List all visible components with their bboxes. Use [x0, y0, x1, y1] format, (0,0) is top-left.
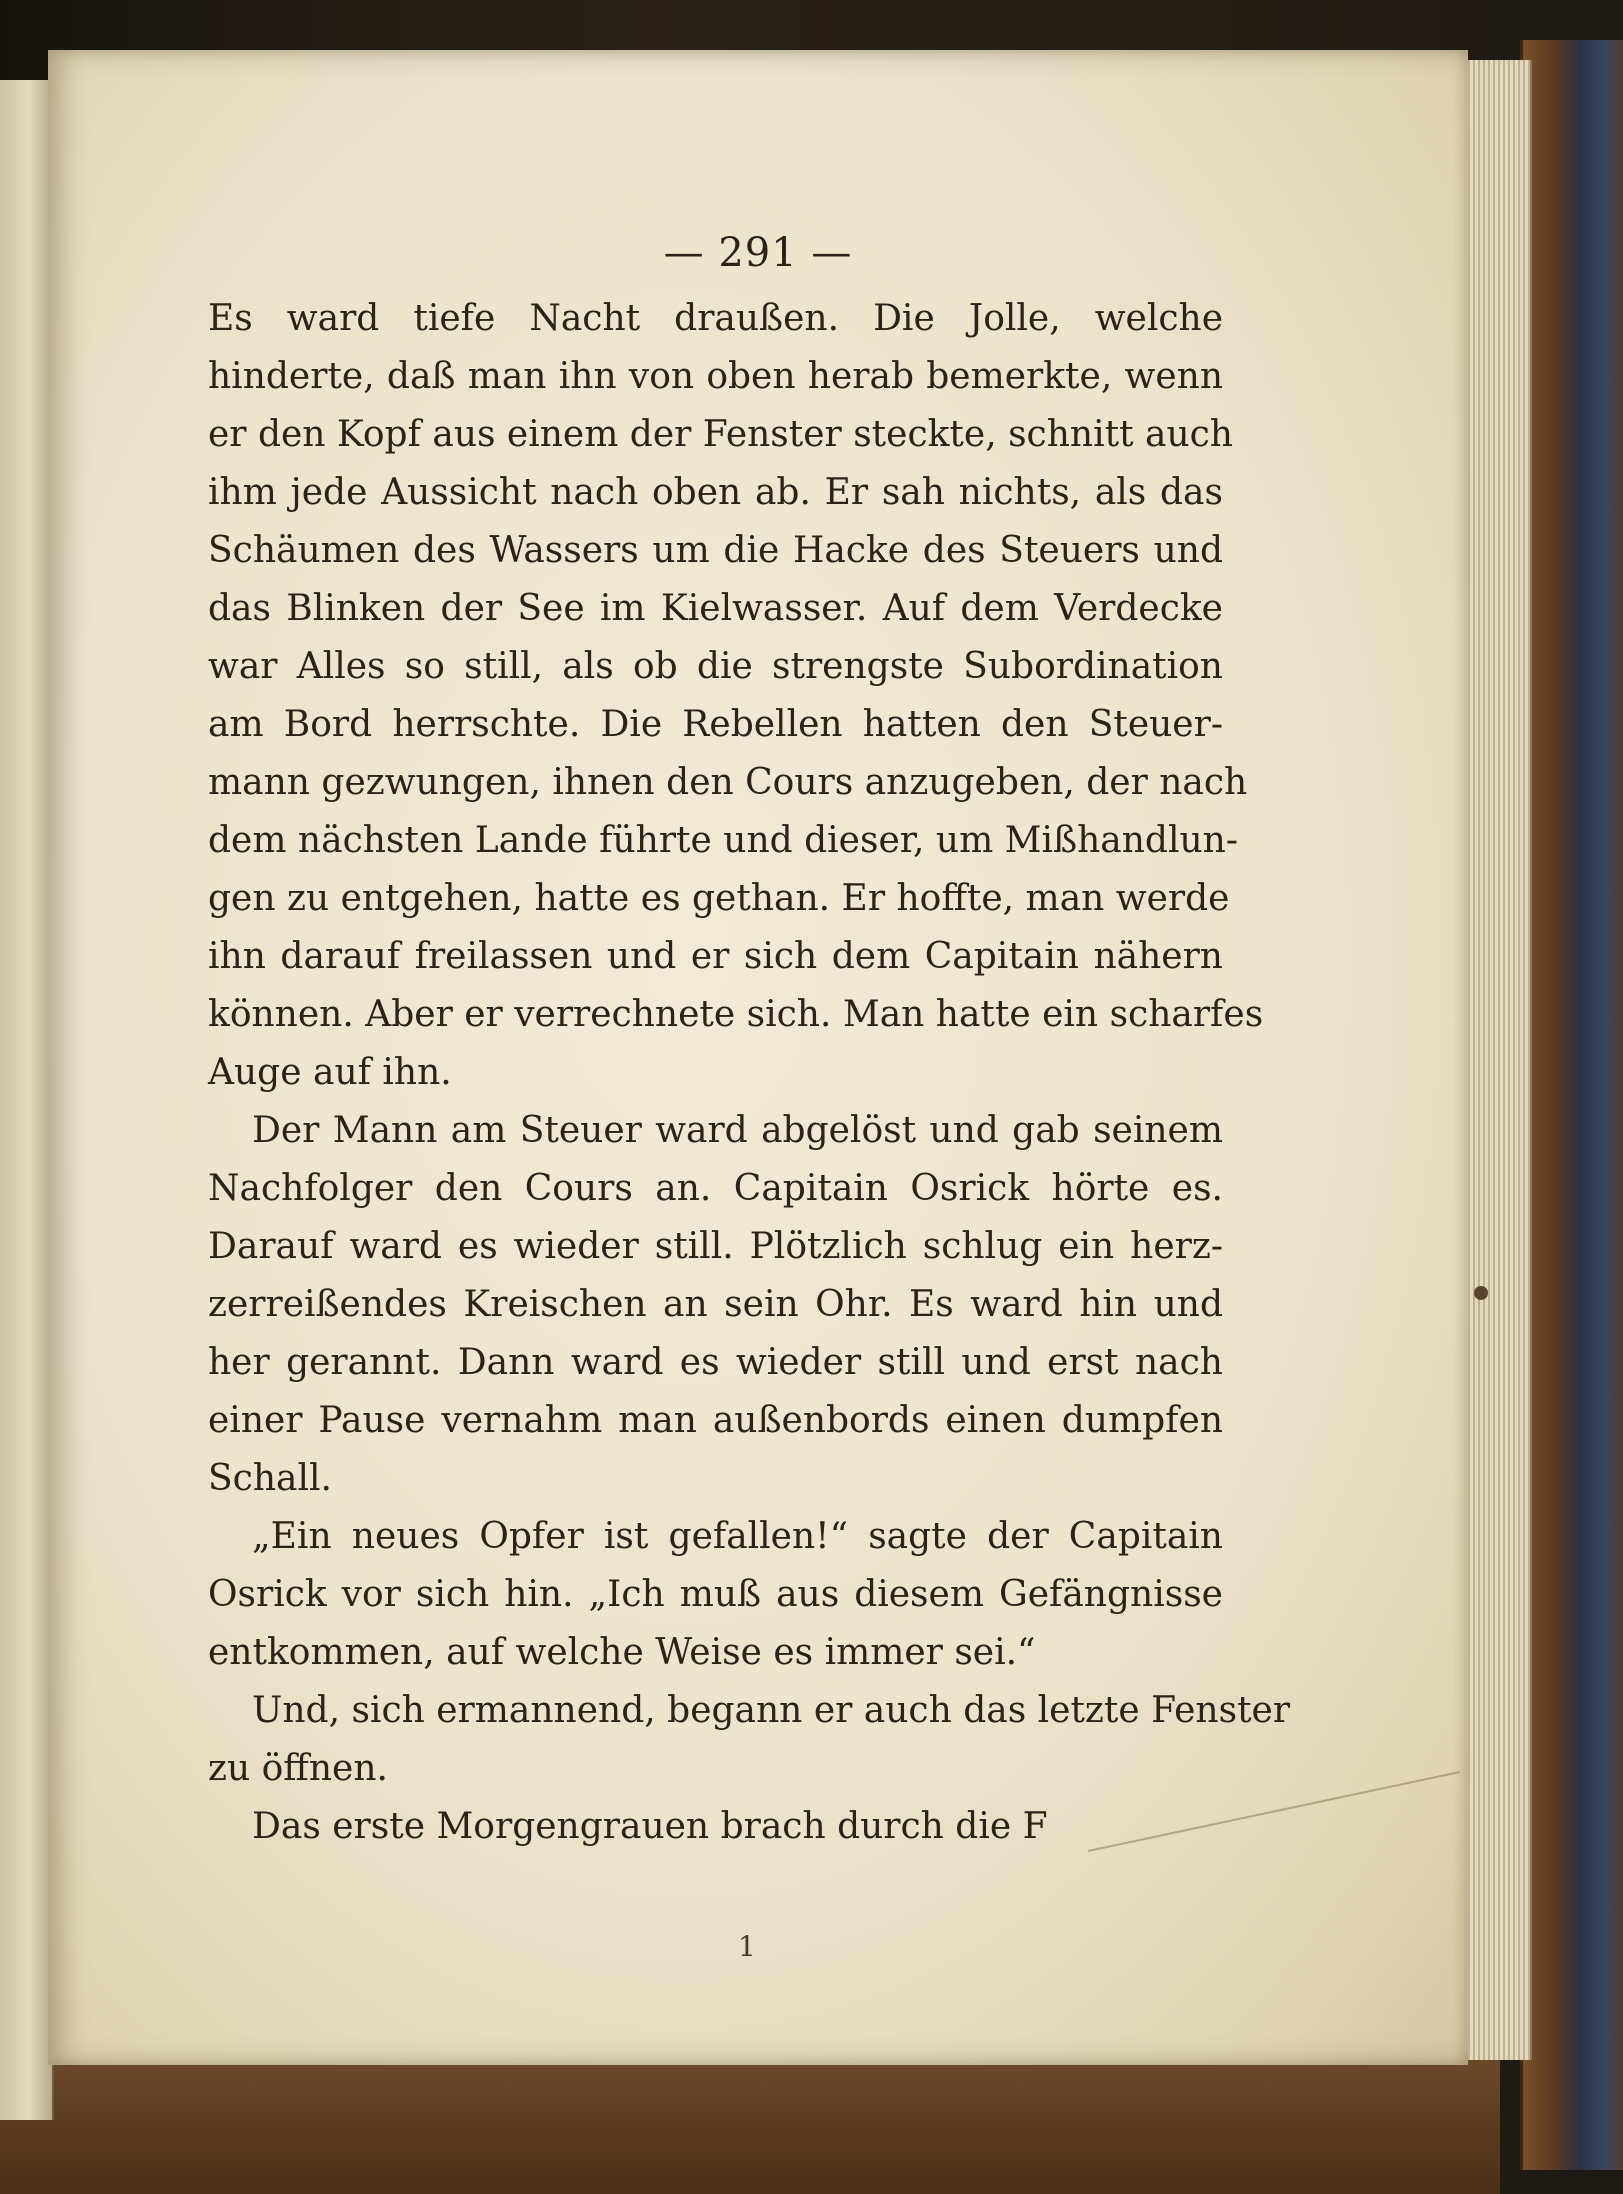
text-line: entkommen, auf welche Weise es immer sei.“ — [208, 1632, 1036, 1673]
text-line: Schäumen des Wassers um die Hacke des Steuers und — [208, 530, 1223, 571]
text-line: mann gezwungen, ihnen den Cours anzugeben, der nach — [208, 762, 1248, 803]
text-line: Nachfolger den Cours an. Capitain Osrick hörte es. — [208, 1168, 1223, 1209]
text-line: Schall. — [208, 1458, 332, 1499]
text-line: zerreißendes Kreischen an sein Ohr. Es ward hin und — [208, 1284, 1223, 1325]
text-line: Es ward tiefe Nacht draußen. Die Jolle, welche — [208, 298, 1223, 339]
text-line: Darauf ward es wieder still. Plötzlich schlug ein herz- — [208, 1226, 1223, 1267]
ink-spot — [1474, 1286, 1488, 1300]
text-line: am Bord herrschte. Die Rebellen hatten den Steuer- — [208, 704, 1223, 745]
text-line: Und, sich ermannend, begann er auch das letzte Fenster — [252, 1690, 1291, 1731]
text-line: Auge auf ihn. — [208, 1052, 452, 1093]
book-cover-bottom — [0, 2050, 1500, 2194]
book-cover-right — [1520, 40, 1623, 2170]
text-line: her gerannt. Dann ward es wieder still und erst nach — [208, 1342, 1223, 1383]
text-line: war Alles so still, als ob die strengste Subordination — [208, 646, 1223, 687]
page-body — [208, 290, 1291, 1856]
text-line: einer Pause vernahm man außenbords einen dumpfen — [208, 1400, 1223, 1441]
page-number: — 291 — — [663, 230, 853, 276]
text-line: das Blinken der See im Kielwasser. Auf dem Verdecke — [208, 588, 1223, 629]
text-line: Das erste Morgengrauen brach durch die F — [252, 1806, 1048, 1847]
text-line: „Ein neues Opfer ist gefallen!“ sagte der Capitain — [252, 1516, 1223, 1557]
text-line: dem nächsten Lande führte und dieser, um Mißhandlun- — [208, 820, 1239, 861]
text-line: hinderte, daß man ihn von oben herab bemerkte, wenn — [208, 356, 1223, 397]
previous-page-edge — [0, 80, 54, 2120]
text-line: Der Mann am Steuer ward abgelöst und gab seinem — [252, 1110, 1223, 1151]
text-line: ihm jede Aussicht nach oben ab. Er sah nichts, als das — [208, 472, 1223, 513]
text-line: er den Kopf aus einem der Fenster steckte, schnitt auch — [208, 414, 1233, 455]
book-page — [48, 50, 1468, 2065]
bottom-mark: 1 — [738, 1930, 756, 1963]
text-line: gen zu entgehen, hatte es gethan. Er hoffte, man werde — [208, 878, 1230, 919]
text-line: Osrick vor sich hin. „Ich muß aus diesem Gefängnisse — [208, 1574, 1223, 1615]
text-line: können. Aber er verrechnete sich. Man hatte ein scharfes — [208, 994, 1264, 1035]
text-line: ihn darauf freilassen und er sich dem Capitain nähern — [208, 936, 1223, 977]
text-line: zu öffnen. — [208, 1748, 388, 1789]
